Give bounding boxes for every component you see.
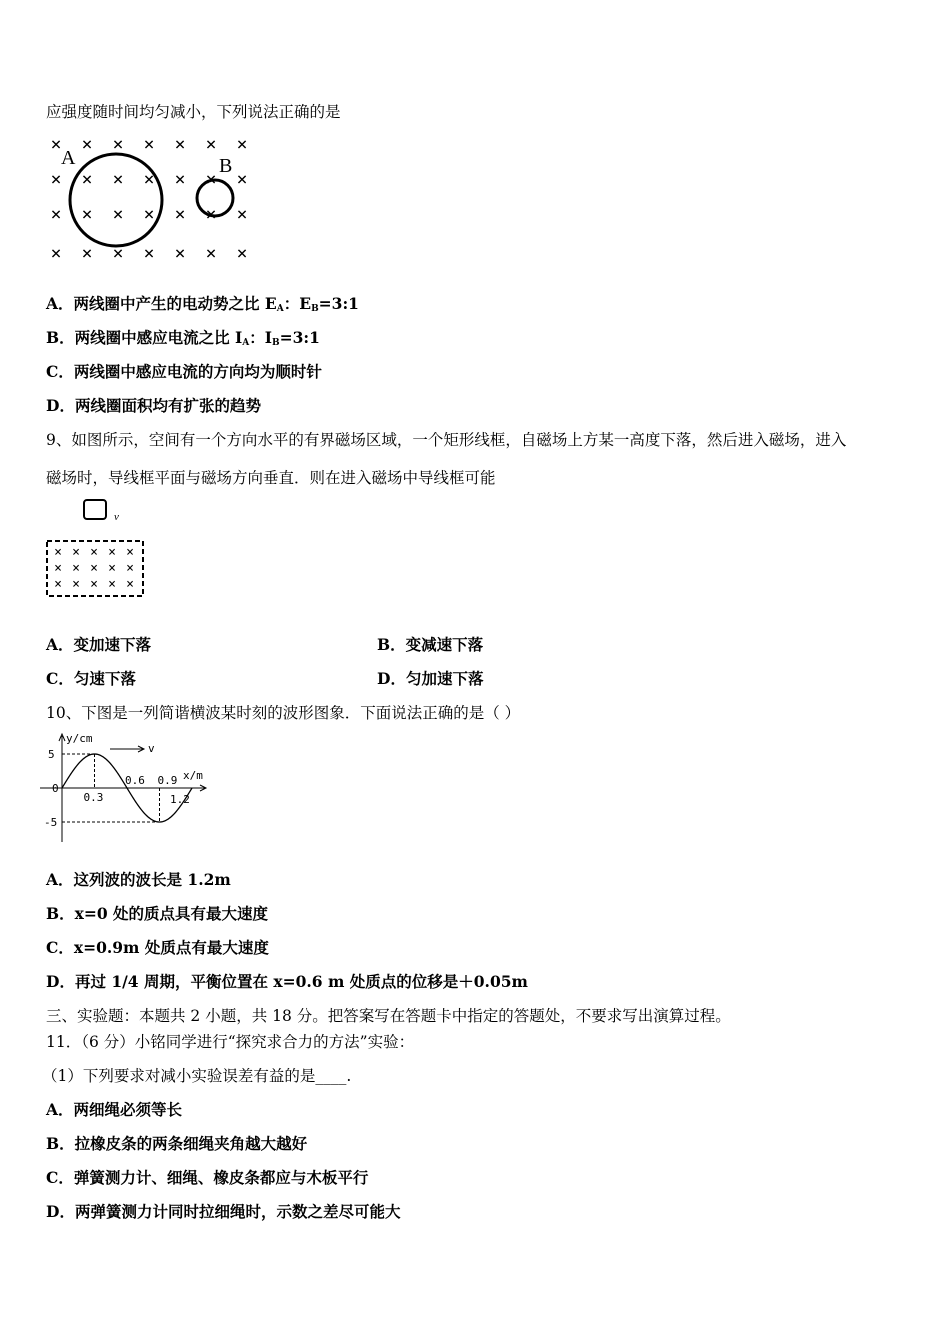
field-cross-mark: × [236, 243, 248, 264]
y-tick-label: 0 [52, 782, 59, 795]
x-axis-label: x/m [183, 769, 203, 782]
field-cross-mark: × [90, 545, 98, 560]
field-cross-mark: × [108, 545, 116, 560]
q11-option-b: B．拉橡皮条的两条细绳夹角越大越好 [46, 1134, 308, 1153]
coil-a [70, 154, 162, 246]
field-cross-mark: × [50, 204, 62, 225]
field-cross-mark: × [143, 169, 155, 190]
field-cross-mark: × [54, 545, 62, 560]
q9-stem-line1: 9、如图所示，空间有一个方向水平的有界磁场区域，一个矩形线框，自磁场上方某一高度下落，然后进入磁场，进入 [46, 431, 847, 449]
q9-option-b: B．变减速下落 [377, 635, 484, 654]
field-cross-mark: × [90, 561, 98, 576]
q9-option-c: C．匀速下落 [46, 669, 136, 688]
field-cross-mark: × [72, 561, 80, 576]
coil-b-label: B [219, 155, 233, 177]
q8-option-a: A．两线圈中产生的电动势之比 $E_A$：$E_B=3:1$ [46, 294, 359, 314]
field-cross-mark: × [50, 134, 62, 155]
q10-option-b: B．x=0 处的质点具有最大速度 [46, 904, 269, 923]
field-cross-mark: × [50, 169, 62, 190]
field-cross-mark: × [174, 243, 186, 264]
q8-option-b: B．两线圈中感应电流之比 $I_A$：$I_B=3:1$ [46, 328, 320, 348]
propagation-label: v [148, 742, 155, 755]
q10-option-c: C．x=0.9m 处质点有最大速度 [46, 938, 269, 957]
wave-chart [40, 730, 215, 845]
q11-part1: （1）下列要求对减小实验误差有益的是____. [42, 1067, 352, 1085]
field-cross-mark: × [143, 134, 155, 155]
field-cross-mark: × [72, 545, 80, 560]
field-cross-mark: × [126, 561, 134, 576]
y-tick-label: 5 [48, 748, 55, 761]
q11-option-a: A．两细绳必须等长 [46, 1100, 183, 1119]
x-tick-label: 0.9 [157, 774, 178, 787]
q11-stem: 11．（6 分）小铭同学进行“探究求合力的方法”实验： [46, 1033, 415, 1051]
field-cross-mark: × [112, 204, 124, 225]
wire-frame [84, 500, 106, 519]
y-tick-label: -5 [44, 816, 58, 829]
q8-option-c: C．两线圈中感应电流的方向均为顺时针 [46, 362, 322, 381]
field-cross-mark: × [205, 243, 217, 264]
field-cross-mark: × [126, 545, 134, 560]
q8-option-d: D．两线圈面积均有扩张的趋势 [46, 396, 261, 415]
field-cross-mark: × [72, 577, 80, 592]
q9-option-a: A．变加速下落 [46, 635, 152, 654]
magnetic-field-crosses [51, 134, 248, 264]
field-cross-mark: × [90, 577, 98, 592]
field-cross-mark: × [108, 577, 116, 592]
q10-stem: 10、下图是一列简谐横波某时刻的波形图象．下面说法正确的是（ ） [46, 704, 521, 722]
q9-option-d: D．匀加速下落 [377, 669, 484, 688]
field-cross-mark: × [143, 243, 155, 264]
field-cross-mark: × [81, 134, 93, 155]
velocity-label: v [114, 511, 119, 523]
field-cross-mark: × [143, 204, 155, 225]
q9-frame-figure [44, 496, 154, 601]
q11-option-d: D．两弹簧测力计同时拉细绳时，示数之差尽可能大 [46, 1202, 401, 1221]
field-cross-mark: × [174, 134, 186, 155]
field-cross-mark: × [112, 134, 124, 155]
coil-a-label: A [61, 147, 76, 169]
field-cross-mark: × [236, 169, 248, 190]
field-cross-mark: × [205, 204, 217, 225]
q9-stem-line2: 磁场时，导线框平面与磁场方向垂直．则在进入磁场中导线框可能 [46, 469, 496, 487]
x-tick-label: 0.3 [83, 791, 104, 804]
field-cross-mark: × [50, 243, 62, 264]
field-cross-mark: × [81, 204, 93, 225]
field-cross-mark: × [236, 134, 248, 155]
x-tick-label: 0.6 [125, 774, 145, 787]
field-cross-mark: × [174, 204, 186, 225]
field-cross-mark: × [236, 204, 248, 225]
field-cross-mark: × [81, 243, 93, 264]
section-3-heading: 三、实验题：本题共 2 小题，共 18 分。把答案写在答题卡中指定的答题处，不要求写出演算过程。 [46, 1007, 731, 1025]
field-cross-mark: × [174, 169, 186, 190]
q10-option-a: A．这列波的波长是 1.2m [46, 870, 231, 889]
field-cross-mark: × [108, 561, 116, 576]
field-cross-mark: × [112, 169, 124, 190]
field-cross-mark: × [205, 169, 217, 190]
field-cross-mark: × [205, 134, 217, 155]
field-cross-mark: × [126, 577, 134, 592]
q8-stem-tail: 应强度随时间均匀减小，下列说法正确的是 [46, 103, 341, 121]
q10-option-d: D．再过 1/4 周期，平衡位置在 x=0.6 m 处质点的位移是＋0.05m [46, 972, 528, 991]
x-tick-label: 1.2 [170, 793, 190, 806]
q11-option-c: C．弹簧测力计、细绳、橡皮条都应与木板平行 [46, 1168, 369, 1187]
y-axis-label: y/cm [66, 732, 93, 745]
field-crosses [54, 545, 134, 592]
field-cross-mark: × [81, 169, 93, 190]
field-cross-mark: × [54, 561, 62, 576]
q8-coil-figure [44, 132, 254, 267]
field-cross-mark: × [112, 243, 124, 264]
field-cross-mark: × [54, 577, 62, 592]
